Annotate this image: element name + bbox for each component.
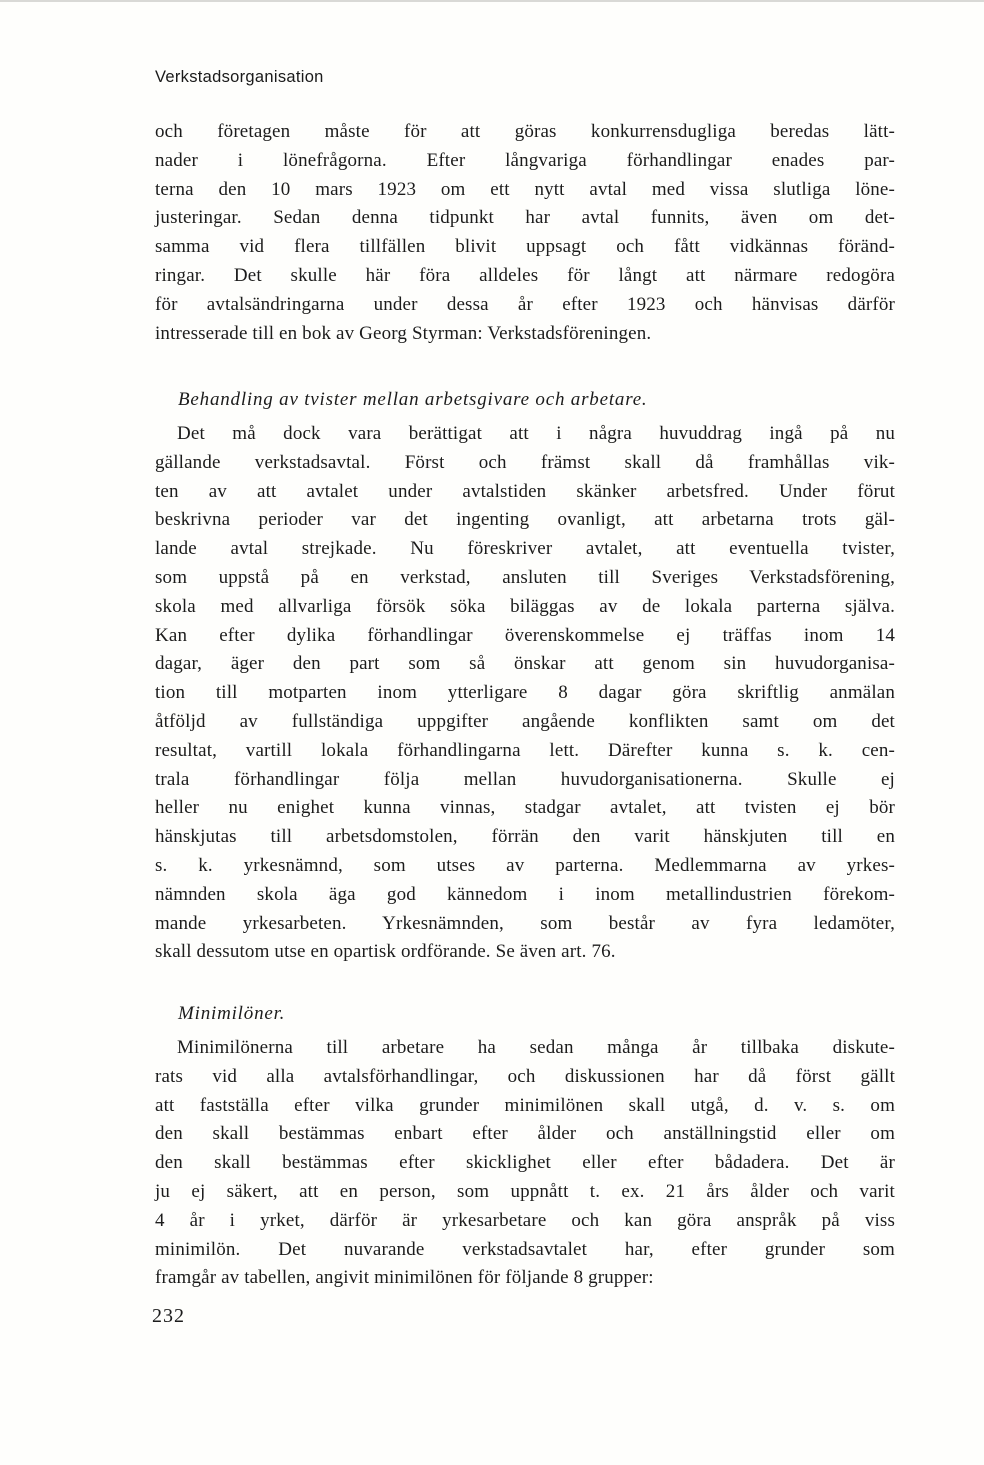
text-line: den skall bestämmas efter skicklighet eller efter bådadera. Det är (155, 1152, 895, 1174)
text-line: intresserade till en bok av Georg Styrman: Verkstadsföreningen. (155, 322, 652, 344)
text-line: Det må dock vara berättigat att i några huvuddrag ingå på nu (177, 423, 895, 444)
text-line: ringar. Det skulle här föra alldeles för långt att närmare redogöra (155, 264, 895, 286)
text-line: för avtalsändringarna under dessa år efter 1923 och hänvisas därför (155, 293, 895, 315)
text-line: hänskjutas till arbetsdomstolen, förrän den varit hänskjuten till en (155, 826, 895, 848)
text-line: nader i lönefrågorna. Efter långvariga förhandlingar enades par- (155, 149, 895, 171)
text-line: lande avtal strejkade. Nu föreskriver avtalet, att eventuella tvister, (155, 538, 895, 560)
text-line: Minimilönerna till arbetare ha sedan många år tillbaka diskute- (177, 1037, 895, 1058)
text-line: mande yrkesarbeten. Yrkesnämnden, som består av fyra ledamöter, (155, 912, 895, 934)
text-line: gällande verkstadsavtal. Först och främst skall då framhållas vik- (155, 451, 895, 473)
section-heading-minimum-wages: Minimilöner. (178, 1003, 286, 1024)
running-head: Verkstadsorganisation (155, 68, 324, 86)
text-line: den skall bestämmas enbart efter ålder och anställningstid eller om (155, 1123, 895, 1145)
paragraph-intro (155, 118, 895, 348)
paragraph-minimum-wages (155, 1034, 895, 1293)
text-line: ju ej säkert, att en person, som uppnått t. ex. 21 års ålder och varit (155, 1180, 895, 1202)
text-line: heller nu enighet kunna vinnas, stadgar avtalet, att tvisten ej bör (155, 797, 895, 819)
text-line: samma vid flera tillfällen blivit uppsagt och fått vidkännas föränd- (155, 236, 895, 258)
text-line: Kan efter dylika förhandlingar överenskommelse ej träffas inom 14 (155, 624, 895, 646)
text-line: minimilön. Det nuvarande verkstadsavtalet har, efter grunder som (155, 1238, 895, 1260)
text-line: att fastställa efter vilka grunder minimilönen skall utgå, d. v. s. om (155, 1094, 895, 1116)
text-line: s. k. yrkesnämnd, som utses av parterna. Medlemmarna av yrkes- (155, 854, 895, 876)
page-number: 232 (152, 1305, 185, 1327)
text-line: skall dessutom utse en opartisk ordförande. Se även art. 76. (155, 941, 616, 963)
paragraph-disputes (155, 420, 895, 967)
text-line: ten av att avtalet under avtalstiden skänker arbetsfred. Under förut (155, 480, 895, 502)
text-line: resultat, vartill lokala förhandlingarna lett. Därefter kunna s. k. cen- (155, 739, 895, 761)
text-line: dagar, äger den part som så önskar att genom sin huvudorganisa- (155, 653, 895, 675)
text-line: terna den 10 mars 1923 om ett nytt avtal med vissa slutliga löne- (155, 178, 895, 200)
text-line: 4 år i yrket, därför är yrkesarbetare och kan göra anspråk på viss (155, 1209, 895, 1231)
text-line: trala förhandlingar följa mellan huvudorganisationerna. Skulle ej (155, 768, 895, 790)
page-top-edge (0, 0, 984, 2)
text-line: tion till motparten inom ytterligare 8 dagar göra skriftlig anmälan (155, 682, 895, 704)
text-line: nämnden skola äga god kännedom i inom metallindustrien förekom- (155, 883, 895, 905)
text-line: rats vid alla avtalsförhandlingar, och diskussionen har då först gällt (155, 1065, 895, 1087)
text-line: som uppstå på en verkstad, ansluten till Sveriges Verkstadsförening, (155, 566, 895, 588)
text-line: framgår av tabellen, angivit minimilönen för följande 8 grupper: (155, 1267, 654, 1289)
text-line: justeringar. Sedan denna tidpunkt har avtal funnits, även om det- (155, 207, 895, 229)
text-line: åtföljd av fullständiga uppgifter angående konflikten samt om det (155, 710, 895, 732)
section-heading-disputes: Behandling av tvister mellan arbetsgivare och arbetare. (178, 389, 648, 410)
text-line: beskrivna perioder var det ingenting ovanligt, att arbetarna trots gäl- (155, 509, 895, 531)
text-line: och företagen måste för att göras konkurrensdugliga beredas lätt- (155, 121, 895, 142)
text-line: skola med allvarliga försök söka biläggas av de lokala parterna själva. (155, 595, 895, 617)
